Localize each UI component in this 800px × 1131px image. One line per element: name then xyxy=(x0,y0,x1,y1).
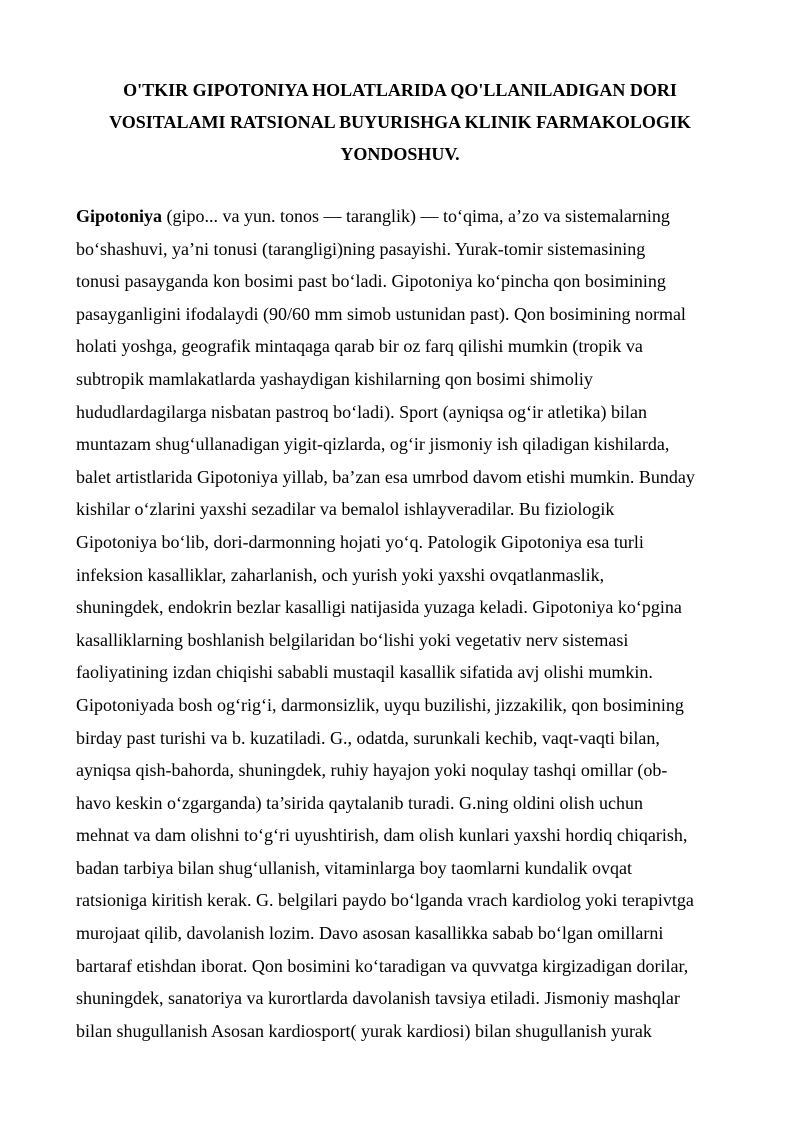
paragraph-line: muntazam shug‘ullanadigan yigit-qizlarda, og‘ir jismoniy ish qiladigan kishilarda, xyxy=(76,434,670,455)
paragraph-line: shuningdek, endokrin bezlar kasalligi natijasida yuzaga keladi. Gipotoniya ko‘pgina xyxy=(76,597,682,618)
title-line: VOSITALAMI RATSIONAL BUYURISHGA KLINIK FARMAKOLOGIK xyxy=(109,112,691,132)
paragraph-line: mehnat va dam olishni to‘g‘ri uyushtirish, dam olish kunlari yaxshi hordiq chiqarish, xyxy=(76,825,688,846)
paragraph-line: havo keskin o‘zgarganda) ta’sirida qaytalanib turadi. G.ning oldini olish uchun xyxy=(76,792,644,813)
title-line: YONDOSHUV. xyxy=(340,144,460,164)
paragraph-line xyxy=(76,200,724,233)
paragraph-line: bilan shugullanish Asosan kardiosport( yurak kardiosi) bilan shugullanish yurak xyxy=(76,1020,652,1041)
paragraph-line: ratsioniga kiritish kerak. G. belgilari paydo bo‘lganda vrach kardiolog yoki terapivtga xyxy=(76,890,694,911)
paragraph-line: tonusi pasayganda kon bosimi past bo‘ladi. Gipotoniya ko‘pincha qon bosimining xyxy=(76,271,666,292)
paragraph-line: bartaraf etishdan iborat. Qon bosimini ko‘taradigan va quvvatga kirgizadigan dorilar, xyxy=(76,955,689,976)
paragraph-line: murojaat qilib, davolanish lozim. Davo asosan kasallikka sabab bo‘lgan omillarni xyxy=(76,923,664,944)
paragraph-line: balet artistlarida Gipotoniya yillab, ba’zan esa umrbod davom etishi mumkin. Bunday xyxy=(76,466,695,487)
document-title xyxy=(76,74,724,170)
title-line: O'TKIR GIPOTONIYA HOLATLARIDA QO'LLANILADIGAN DORI xyxy=(123,80,677,100)
paragraph-line: ayniqsa qish-bahorda, shuningdek, ruhiy hayajon yoki noqulay tashqi omillar (ob- xyxy=(76,760,668,781)
paragraph-line: birday past turishi va b. kuzatiladi. G., odatda, surunkali kechib, vaqt-vaqti bilan, xyxy=(76,727,660,748)
paragraph-line: holati yoshga, geografik mintaqaga qarab bir oz farq qilishi mumkin (tropik va xyxy=(76,336,643,357)
paragraph-line: infeksion kasalliklar, zaharlanish, och yurish yoki yaxshi ovqatlanmaslik, xyxy=(76,564,605,585)
lead-term: Gipotoniya xyxy=(76,206,163,226)
first-line-text: (gipo... va yun. tonos — taranglik) — to‘qima, a’zo va sistemalarning xyxy=(162,206,670,226)
paragraph-line: Gipotoniyada bosh og‘rig‘i, darmonsizlik, uyqu buzilishi, jizzakilik, qon bosimining xyxy=(76,694,684,715)
paragraph-line: kishilar o‘zlarini yaxshi sezadilar va bemalol ishlayveradilar. Bu fiziologik xyxy=(76,499,615,520)
paragraph-line: Gipotoniya bo‘lib, dori-darmonning hojati yo‘q. Patologik Gipotoniya esa turli xyxy=(76,531,644,552)
paragraph-line: kasalliklarning boshlanish belgilaridan bo‘lishi yoki vegetativ nerv sistemasi xyxy=(76,629,629,650)
paragraph-line: pasayganligini ifodalaydi (90/60 mm simob ustunidan past). Qon bosimining normal xyxy=(76,303,686,324)
paragraph-line: hududlardagilarga nisbatan pastroq bo‘ladi). Sport (ayniqsa og‘ir atletika) bilan xyxy=(76,401,648,422)
paragraph-line: badan tarbiya bilan shug‘ullanish, vitaminlarga boy taomlarni kundalik ovqat xyxy=(76,857,633,878)
body-paragraph xyxy=(76,200,724,1047)
paragraph-line: faoliyatining izdan chiqishi sababli mustaqil kasallik sifatida avj olishi mumkin. xyxy=(76,662,653,683)
paragraph-line: bo‘shashuvi, ya’ni tonusi (tarangligi)ning pasayishi. Yurak-tomir sistemasining xyxy=(76,238,646,259)
paragraph-line: subtropik mamlakatlarda yashaydigan kishilarning qon bosimi shimoliy xyxy=(76,368,593,389)
paragraph-line: shuningdek, sanatoriya va kurortlarda davolanish tavsiya etiladi. Jismoniy mashqlar xyxy=(76,988,680,1009)
